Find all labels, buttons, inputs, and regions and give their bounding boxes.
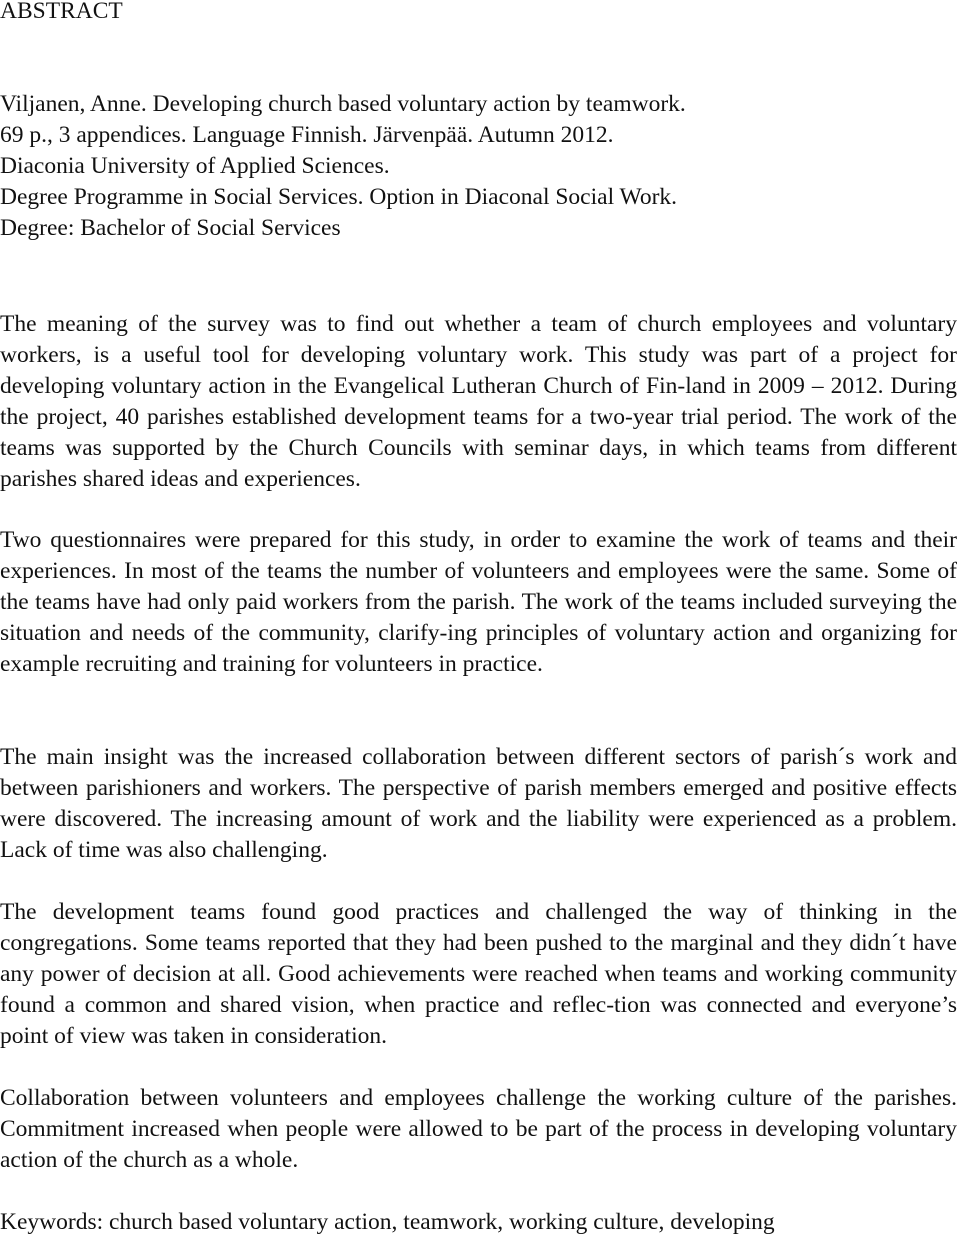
biblio-line-title: Viljanen, Anne. Developing church based voluntary action by teamwork. — [0, 91, 686, 117]
keywords-line: Keywords: church based voluntary action, teamwork, working culture, developing — [0, 1209, 775, 1235]
abstract-paragraph-1: The meaning of the survey was to find out whether a team of church employees and voluntary workers, is a useful tool for developing voluntary work. This study was part of a project for developing voluntary action in the Evangelical Lutheran Church of Fin-land in 2009 – 2012. During the project, 40 parishes established development teams for a two-year trial period. The work of the teams was supported by the Church Councils with seminar days, in which teams from different parishes shared ideas and experiences. — [0, 311, 957, 492]
biblio-line-programme: Degree Programme in Social Services. Option in Diaconal Social Work. — [0, 184, 678, 210]
page-title: ABSTRACT — [0, 0, 123, 24]
abstract-paragraph-5: Collaboration between volunteers and employees challenge the working culture of the parishes. Commitment increased when people were allowed to be part of the process in developing voluntary action of the church as a whole. — [0, 1085, 957, 1173]
biblio-line-details: 69 p., 3 appendices. Language Finnish. Järvenpää. Autumn 2012. — [0, 122, 614, 148]
abstract-paragraph-3: The main insight was the increased collaboration between different sectors of parish´s work and between parishioners and workers. The perspective of parish members emerged and positive effects were discovered. The increasing amount of work and the liability were experienced as a problem. Lack of time was also challenging. — [0, 744, 957, 863]
biblio-line-institution: Diaconia University of Applied Sciences. — [0, 153, 390, 179]
abstract-paragraph-4: The development teams found good practices and challenged the way of thinking in the congregations. Some teams reported that they had been pushed to the marginal and they didn´t have any power of decision at all. Good achievements were reached when teams and working community found a common and shared vision, when practice and reflec-tion was connected and everyone’s point of view was taken in consideration. — [0, 899, 957, 1049]
biblio-line-degree: Degree: Bachelor of Social Services — [0, 215, 341, 241]
bibliographic-info — [0, 89, 957, 244]
abstract-paragraph-2: Two questionnaires were prepared for this study, in order to examine the work of teams and their experiences. In most of the teams the number of volunteers and employees were the same. Some of the teams have had only paid workers from the parish. The work of the teams included surveying the situation and needs of the community, clarify-ing principles of voluntary action and organizing for example recruiting and training for volunteers in practice. — [0, 527, 957, 677]
